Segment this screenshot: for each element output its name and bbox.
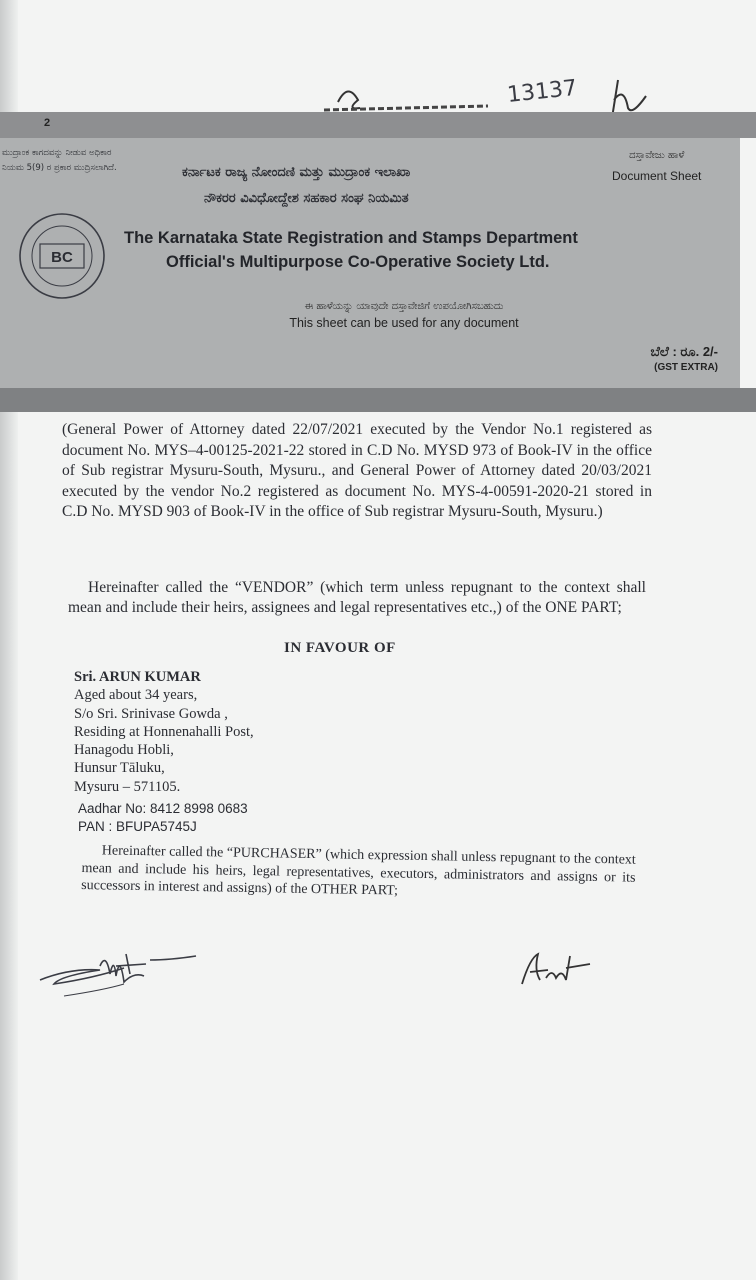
document-sheet-label	[612, 146, 701, 186]
address-line: S/o Sri. Srinivase Gowda ,	[74, 705, 228, 722]
address-line: Hunsur Tāluku,	[74, 760, 165, 777]
stamp-serial-text: 13137	[506, 75, 579, 108]
aadhar-number: Aadhar No: 8412 8998 0683	[78, 801, 248, 816]
paragraph-gpa: (General Power of Attorney dated 22/07/2021 executed by the Vendor No.1 registered as document No. MYS–4-00125-2021-22 stored in C.D No. MYSD 973 of Book-IV in the office of Sub registrar Mysuru-South, Mysuru., and General Power of Attorney dated 20/03/2021 executed by the vendor No.2 registered as document No. MYS-4-00591-2020-21 stored in C.D No. MYSD 903 of Book-IV in the office of Sub registrar Mysuru-South, Mysuru.)	[62, 421, 652, 520]
header-kannada-title	[182, 160, 410, 212]
address-line: Residing at Honnenahalli Post,	[74, 723, 254, 740]
purchaser-ids	[78, 800, 248, 836]
sheet-note-english: This sheet can be used for any document	[289, 316, 519, 330]
stamp-bottom-border	[0, 388, 756, 412]
purchaser-name: Sri. ARUN KUMAR	[74, 669, 201, 685]
gpa-details-paragraph	[62, 420, 652, 523]
header-kannada-note-line-1: ಮುದ್ರಾಂಕ ಕಾಗದವನ್ನು ನೀಡುವ ಅಧಿಕಾರ	[2, 148, 112, 158]
sheet-usage-note	[224, 298, 584, 332]
kannada-title-line-1: ಕರ್ನಾಟಕ ರಾಜ್ಯ ನೋಂದಣಿ ಮತ್ತು ಮುದ್ರಾಂಕ ಇಲಾಖಾ	[182, 165, 411, 180]
price-value: ಬೆಲೆ : ರೂ. 2/-	[650, 344, 718, 359]
address-line: Aged about 34 years,	[74, 687, 198, 704]
vendor-signature	[30, 940, 210, 1004]
english-title-line-2: Official's Multipurpose Co-Operative Society Ltd.	[166, 253, 550, 271]
purchaser-clause: Hereinafter called the “PURCHASER” (which expression shall unless repugnant to the context mean and include his heirs, legal representatives, executors, administrators and assigns or its successors in interest and assigns) of the OTHER PART;	[81, 843, 636, 899]
stamp-top-border	[0, 112, 756, 138]
address-line: Mysuru – 571105.	[74, 778, 181, 795]
address-line: Hanagodu Hobli,	[74, 742, 174, 759]
gst-note: (GST EXTRA)	[654, 362, 718, 373]
seal-text: BC	[51, 249, 73, 266]
page-number: 2	[44, 117, 51, 129]
stamp-price	[600, 344, 718, 376]
society-name-english	[124, 226, 578, 274]
pan-number: PAN : BFUPA5745J	[78, 819, 197, 834]
vendor-clause: Hereinafter called the “VENDOR” (which term unless repugnant to the context shall mean and include their heirs, assignees and legal representatives etc.,) of the ONE PART;	[68, 579, 646, 616]
in-favour-heading: IN FAVOUR OF	[284, 640, 396, 656]
header-kannada-note	[2, 146, 117, 176]
society-seal	[10, 208, 116, 304]
purchaser-signature	[516, 950, 600, 990]
header-kannada-note-line-2: ನಿಯಮ 5(9) ರ ಪ್ರಕಾರ ಮುದ್ರಿಸಲಾಗಿದೆ.	[2, 163, 117, 173]
purchaser-address-block	[74, 668, 254, 796]
kannada-title-line-2: ನೌಕರರ ವಿವಿಧೋದ್ದೇಶ ಸಹಕಾರ ಸಂಘ ನಿಯಮಿತ	[204, 191, 409, 206]
doc-sheet-kannada: ದಸ್ತಾವೇಜು ಹಾಳೆ	[629, 150, 685, 161]
doc-sheet-english: Document Sheet	[612, 169, 702, 183]
english-title-line-1: The Karnataka State Registration and Stamps Department	[124, 229, 578, 247]
sheet-note-kannada: ಈ ಹಾಳೆಯನ್ನು ಯಾವುದೇ ದಸ್ತಾವೇಜಿಗೆ ಉಪಯೋಗಿಸಬಹುದು	[304, 301, 504, 312]
